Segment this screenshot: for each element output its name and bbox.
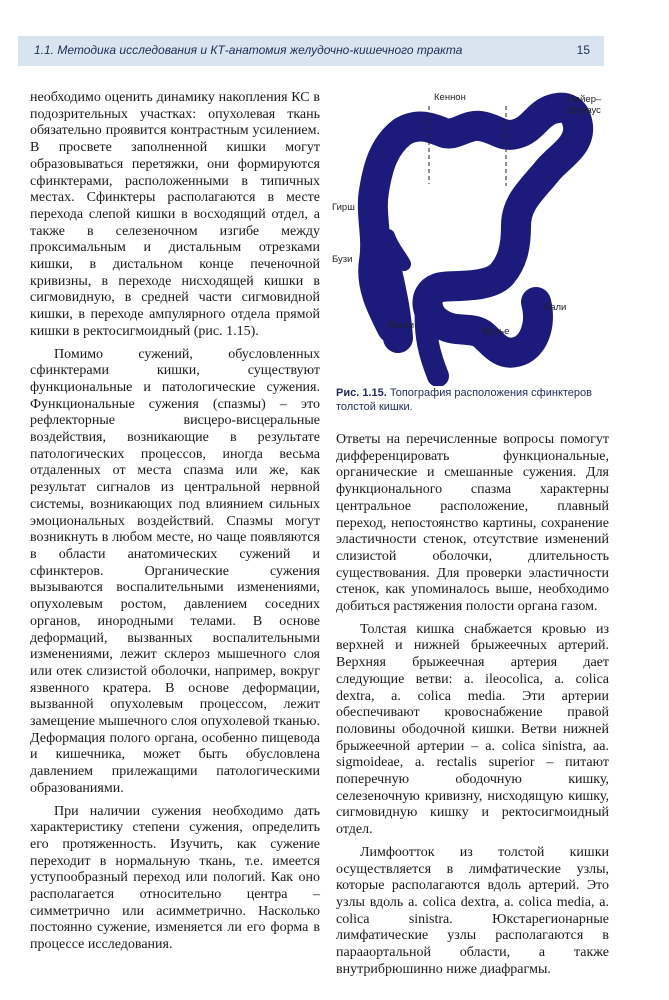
right-text-column bbox=[336, 432, 609, 979]
label-payer-line1: Пайер– bbox=[568, 94, 602, 105]
label-payer-line2: Штраус bbox=[568, 105, 601, 116]
label-mutie: Мутье bbox=[482, 326, 510, 337]
colon-shape bbox=[373, 108, 578, 376]
page-number: 15 bbox=[576, 43, 590, 57]
paragraph: Лимфоотток из толстой кишки осуществляется в лимфатические узлы, которые располагаются вдоль артерий. Это узлы вдоль a. colica dextra, a. colica media, a. colica sinistra. Юкстарегионарные лимфатические узлы располагаются в парааортальной области, а также внутрибрюшинно ниже диафрагмы. bbox=[336, 844, 609, 977]
colon-illustration bbox=[330, 86, 614, 386]
label-rossi: Росси bbox=[388, 320, 415, 331]
caption-text: Топография расположения сфинктеров толстой кишки. bbox=[336, 387, 592, 413]
label-kennon: Кеннон bbox=[434, 92, 466, 103]
figure-caption bbox=[336, 386, 608, 414]
running-header bbox=[18, 36, 604, 66]
left-text-column bbox=[30, 90, 320, 954]
paragraph: необходимо оценить динамику накопления КС в подозрительных участках: опухолевая ткань обязательно проявится контрастным усилением. В просвете заполненной кишки могут образовываться перетяжки, они формируются сфинктерами, расположенными в типичных местах. Сфинктеры располагаются в месте перехода слепой кишки в восходящий отдел, а также в селезеночном изгибе между проксимальным и дистальным отрезками кишки, в дистальном конце печеночной кривизны, в переходе нисходящей кишки в сигмовидную, в средней части сигмовидной кишки, в переходе ампулярного отдела прямой кишки в ректосигмоидный (рис. 1.15). bbox=[30, 90, 320, 339]
colon-sphincter-figure bbox=[330, 86, 614, 386]
paragraph: Толстая кишка снабжается кровью из верхней и нижней брыжеечных артерий. Верхняя брыжеечная артерия дает следующие ветви: a. ileocolica, a. colica dextra, a. colica media. Эти артерии обеспечивают кровоснабжение правой половины ободочной кишки. Ветви нижней брыжеечной артерии – a. colica sinistra, aa. sigmoideae, a. rectalis superior – питают поперечную ободочную кишку, селезеночную кривизну, нисходящую кишку, сигмовидную кишку и ректосигмоидный отдел. bbox=[336, 621, 609, 838]
label-buzi: Бузи bbox=[332, 254, 353, 265]
paragraph: Ответы на перечисленные вопросы помогут дифференцировать функциональные, органические и смешанные сужения. Для функционального спазма характерны центральное расположение, плавный переход, непостоянство картины, сохранение эластичности стенок, отсутствие изменений слизистой оболочки, длительность существования. Для проверки эластичности стенок, как упоминалось выше, необходимо добиться растяжения полости органа газом. bbox=[336, 432, 609, 615]
colon-rectum bbox=[426, 306, 438, 376]
label-bali: Бали bbox=[544, 302, 567, 313]
paragraph: При наличии сужения необходимо дать характеристику степени сужения, определить его протяженность. Изучить, как сужение переходит в нормальную ткань, т.е. имеется уступообразный переход или пологий. Как оно располагается относительно центра – симметрично или асимметрично. Насколько постоянно сужение, изменяется ли его форма в процессе исследования. bbox=[30, 803, 320, 953]
header-title: 1.1. Методика исследования и КТ-анатомия желудочно-кишечного тракта bbox=[34, 43, 463, 57]
paragraph: Помимо сужений, обусловленных сфинктерами кишки, существуют функциональные и патологические сужения. Функциональные сужения (спазмы) – это рефлекторные висцеро-висцеральные воздействия, возникающие в результате патологических процессов, иногда весьма отдаленных от места спазма или же, как результат сигналов из центральной нервной системы, возникающих под влиянием сильных эмоциональных воздействий. Спазмы могут возникнуть в любом месте, но чаще появляются в области анатомических сужений и сфинктеров. Органические сужения вызываются воспалительными изменениями, опухолевым ростом, давлением соседних органов, инородными телами. В основе деформаций, вызванных воспалительными изменениями, лежит склероз мышечного слоя или отек слизистой оболочки, например, вокруг язвенного кратера. В основе деформации, вызванной опухолевым процессом, лежит замещение мышечного слоя опухолевой тканью. Деформация полого органа, особенно пищевода и кишечника, может быть обусловлена давлением прилежащими патологическими образованиями. bbox=[30, 346, 320, 796]
label-girsh: Гирш bbox=[332, 202, 355, 213]
caption-label: Рис. 1.15. bbox=[336, 387, 387, 399]
